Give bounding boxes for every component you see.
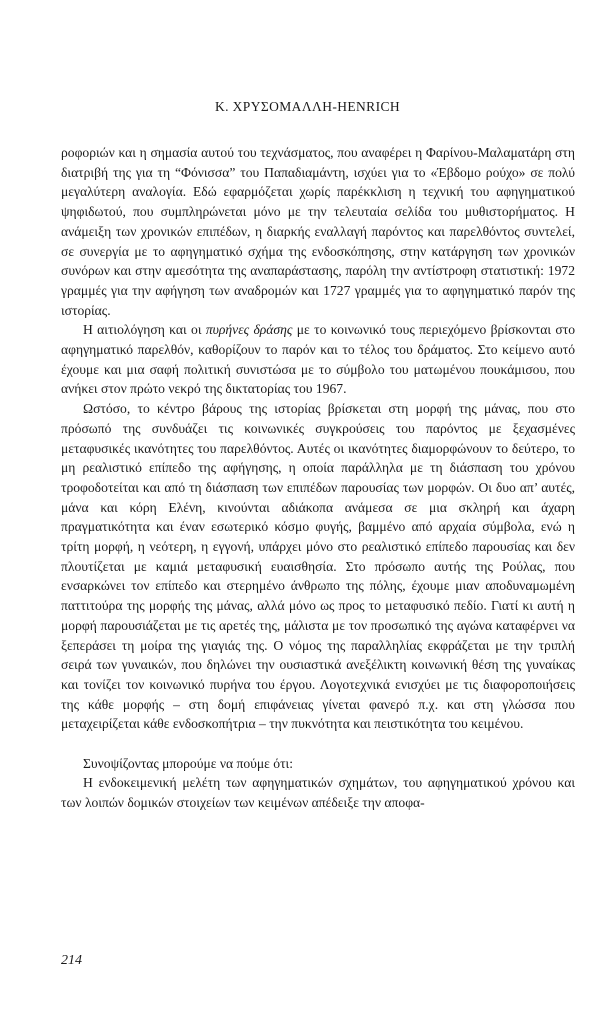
italic-term: πυρήνες δράσης (205, 322, 293, 338)
paragraph-conclusion: Η ενδοκειμενική μελέτη των αφηγηματικών σχημάτων, του αφηγηματικού χρόνου και των λοιπών δομικών στοιχείων των κειμένων απέδειξε την αποφα- (61, 775, 575, 811)
body-text (61, 143, 575, 813)
paragraph-continuation: ροφοριών και η σημασία αυτού του τεχνάσματος, που αναφέρει η Φαρίνου-Μαλαματάρη στη διατριβή της για τη “Φόνισσα” του Παπαδιαμάντη, ισχύει για το «Έβδομο ρούχο» σε πολύ μεγαλύτερη αναλογία. Εδώ εφαρμόζεται χωρίς παρέκκλιση η τεχνική του αφηγηματικού ψηφιδωτού, που συμπληρώνεται μόνο με την τελευταία σελίδα του μυθιστορήματος. Η ανάμειξη των χρονικών επιπέδων, η διαρκής εναλλαγή παρόντος και παρελθόντος συντελεί, σε συνεργία με το αφηγηματικό σχήμα της ενδοσκόπησης, στην κατάργηση των χρονικών συνόρων και στην αμεσότητα της αναπαράστασης, παρόλη την αντίστροφη στατιστική: 1972 γραμμές για την αφήγηση των αναδρομών και 1727 γραμμές για το αφηγηματικό παρόν της ιστορίας. (61, 145, 575, 318)
paragraph-text: Η αιτιολόγηση και οι (83, 322, 206, 338)
running-head: Κ. ΧΡΥΣΟΜΑΛΛΗ-HENRICH (214, 99, 401, 114)
paragraph-narrative-cores (61, 320, 575, 399)
paragraph-mother-figure: Ωστόσο, το κέντρο βάρους της ιστορίας βρίσκεται στη μορφή της μάνας, που στο πρόσωπό της συνδυάζει τις κοινωνικές συγκρούσεις του παρόντος με ξεχασμένες μεταφυσικές ικανότητες του παρελθόντος. Αυτές οι ικανότητες διαμορφώνουν το δεύτερο, το μη ρεαλιστικό επίπεδο της αφήγησης, η οποία παράλληλα με τη διάσπαση του χρόνου τροφοδοτείται και από τη διάσπαση των επιπέδων παρουσίας των μορφών. Οι δυο απ’ αυτές, μάνα και κόρη Ελένη, κινούνται αδιάκοπα ανάμεσα σε μια σκληρή και άχαρη πραγματικότητα και έναν εσωτερικό κόσμο φυγής, βαμμένο από αρχαία σύμβολα, ενώ η τρίτη μορφή, η νεότερη, η εγγονή, υπάρχει μόνο στο ρεαλιστικό επίπεδο παρουσίας και δεν πλουτίζεται με καμιά μεταφυσική ευαισθησία. Στο πρόσωπο αυτής της Ρούλας, που ενσαρκώνει τον επίπεδο και στερημένο άνθρωπο της πόλης, έχουμε μιαν αποδυναμωμένη παττιτούρα της μορφής της μάνας, αλλά μόνο ως προς το μεταφυσικό πεδίο. Γιατί κι αυτή η μορφή παρουσιάζεται με τις αρετές της, μάλιστα με τον προσωπικό της αγώνα καταφέρνει να ξεπεράσει τη μοίρα της γιαγιάς της. Ο νόμος της παραλληλίας εκφράζεται με την τριπλή σειρά των γυναικών, που δηλώνει την ουσιαστικά ανεξέλικτη κοινωνική θέση της γυναίκας και τονίζει τον κοινωνικό πυρήνα του έργου. Λογοτεχνικά ενισχύει με τις διαφοροποιήσεις της κάθε μορφής – στη δομή επιφάνειας γίνεται φανερό π.χ. και στη γλώσσα που μεταχειρίζεται κάθε ενδοσκοπήτρια – την πυκνότητα και πειστικότητα του κειμένου. (61, 401, 575, 732)
paragraph-summary-intro: Συνοψίζοντας μπορούμε να πούμε ότι: (83, 755, 293, 771)
paragraph-text: με το κοινωνικό τους περιεχόμενο βρίσκονται στο αφηγηματικό παρελθόν, καθορίζουν το παρόν και το τέλος του δράματος. Στο κείμενο αυτό έχουμε και μια σαφή πολιτική συνιστώσα με το σύμβολο του ματωμένου πουκάμισου, που ανήκει στον πρώτο νεκρό της δικτατορίας του 1967. (61, 322, 575, 397)
page-number: 214 (61, 953, 82, 968)
